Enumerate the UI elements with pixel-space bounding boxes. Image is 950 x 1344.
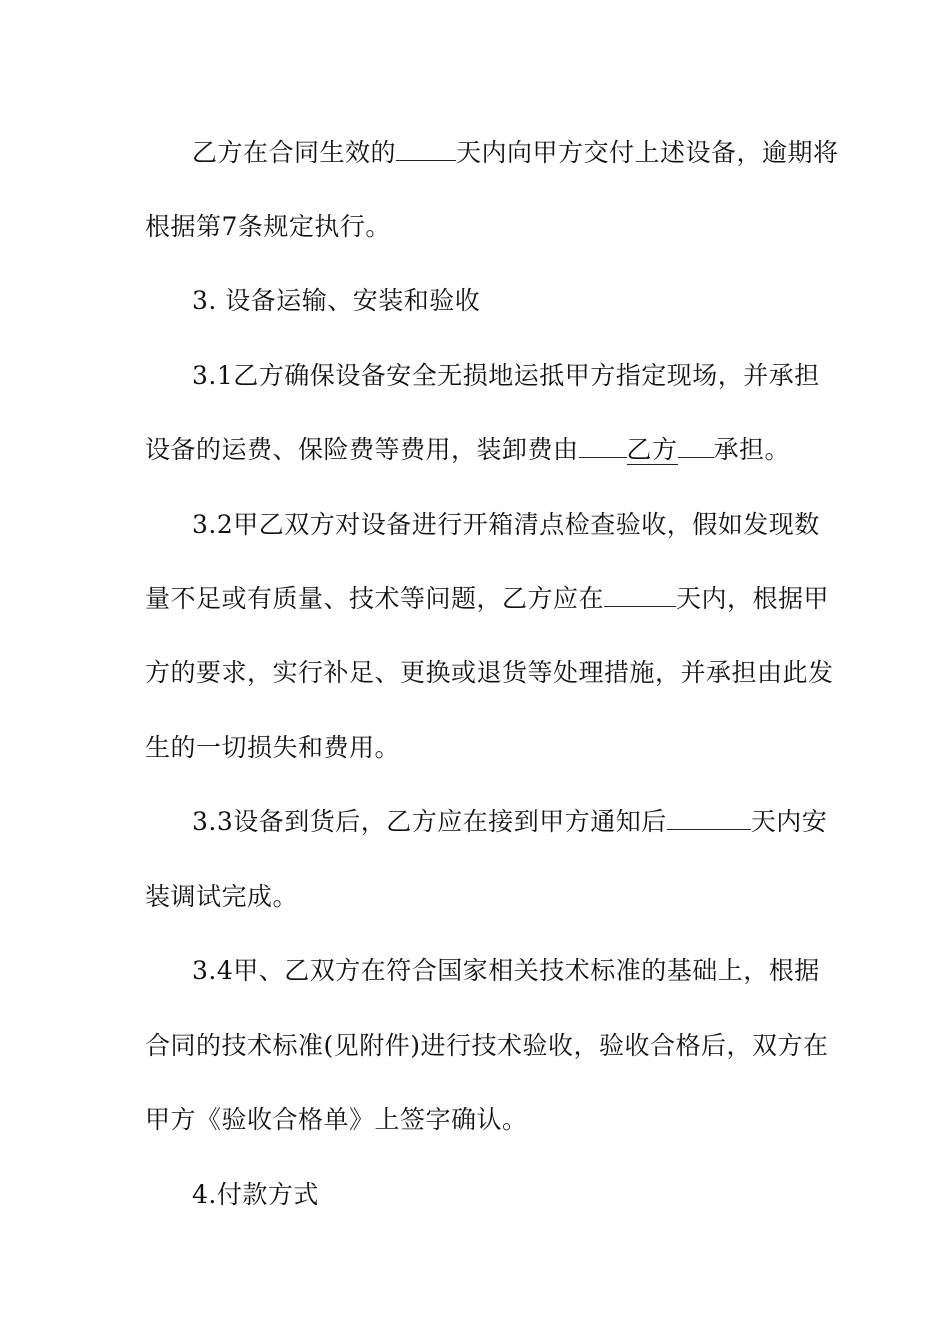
fill-blank [396,136,456,161]
paragraph-line: 3.2甲乙双方对设备进行开箱清点检查验收，假如发现数 [192,510,820,539]
paragraph-line [192,133,839,173]
paragraph-line: 合同的技术标准(见附件)进行技术验收，验收合格后，双方在 [145,1031,829,1060]
paragraph-line: 根据第7条规定执行。 [145,212,391,241]
filled-blank-value: 乙方 [626,435,678,464]
fill-blank [604,582,676,607]
paragraph-line: 3.4甲、乙双方在符合国家相关技术标准的基础上，根据 [192,956,820,985]
paragraph-line [145,579,829,619]
paragraph-line: 装调试完成。 [145,882,299,911]
paragraph-line: 甲方《验收合格单》上签字确认。 [145,1105,528,1134]
text-segment: 天内安 [750,807,828,836]
text-segment: 天内向甲方交付上述设备，逾期将 [456,138,839,167]
fill-blank [667,805,751,830]
section-heading: 4.付款方式 [192,1180,319,1209]
text-segment: 天内，根据甲 [676,584,830,613]
text-segment: 3.3设备到货后，乙方应在接到甲方通知后 [192,807,667,836]
text-segment: 乙方在合同生效的 [192,138,397,167]
paragraph-line [192,802,827,842]
paragraph-line: 生的一切损失和费用。 [145,733,401,762]
paragraph-line: 3.1乙方确保设备安全无损地运抵甲方指定现场，并承担 [192,361,820,390]
section-heading: 3. 设备运输、安装和验收 [192,286,481,315]
paragraph-line [145,430,790,470]
text-segment: 承担。 [713,435,791,464]
paragraph-line: 方的要求，实行补足、更换或退货等处理措施，并承担由此发 [145,658,834,687]
text-segment: 量不足或有质量、技术等问题，乙方应在 [145,584,605,613]
fill-blank [579,433,627,458]
fill-blank [678,433,714,458]
text-segment: 设备的运费、保险费等费用，装卸费由 [145,435,579,464]
